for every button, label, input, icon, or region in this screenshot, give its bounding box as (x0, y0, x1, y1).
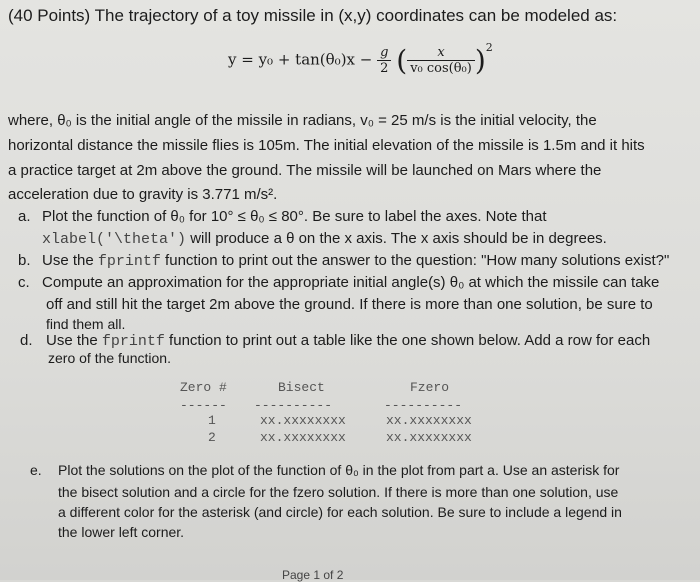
item-d-letter: d. (20, 332, 33, 349)
question-title: (40 Points) The trajectory of a toy missile in (x,y) coordinates can be modeled as: (8, 6, 618, 25)
table-row-1-bisect: xx.xxxxxxxx (260, 413, 346, 428)
item-a-letter: a. (18, 208, 31, 225)
fprintf-code-b: fprintf (97, 253, 161, 270)
trajectory-equation (228, 40, 493, 77)
table-row-2-zero: 2 (208, 430, 216, 445)
item-c-line-1: Compute an approximation for the appropriate initial angle(s) θ₀ at which the missile can take (42, 274, 660, 291)
table-row-1-zero: 1 (208, 413, 216, 428)
item-e-line-4: the lower left corner. (58, 524, 185, 540)
item-a-line-2-rest: will produce a θ on the x axis. The x axis should be in degrees. (186, 230, 607, 247)
item-d-line-2: zero of the function. (48, 350, 171, 366)
right-paren: ) (474, 44, 486, 77)
item-d-pre: Use the (46, 332, 102, 349)
item-d-line-1 (46, 332, 650, 350)
paragraph-line-3: a practice target at 2m above the ground. The missile will be launched on Mars where the (8, 162, 602, 179)
item-b-post: function to print out the answer to the question: "How many solutions exist?" (160, 252, 670, 269)
table-row-1-fzero: xx.xxxxxxxx (386, 413, 472, 428)
item-b-letter: b. (18, 252, 31, 269)
g-over-2-fraction (377, 45, 391, 76)
table-header-fzero: Fzero (410, 380, 450, 395)
paragraph-line-2: horizontal distance the missile flies is 105m. The initial elevation of the missile is 1.5m and it hits (8, 137, 645, 154)
squared-exponent: 2 (485, 40, 493, 54)
item-c-line-2: off and still hit the target 2m above the ground. If there is more than one solution, be sure to (46, 296, 653, 313)
equation-lhs: y = y₀ + tan(θ₀)x − (228, 50, 373, 69)
table-row-2-fzero: xx.xxxxxxxx (386, 430, 472, 445)
item-b-pre: Use the (42, 252, 98, 269)
item-e-line-2: the bisect solution and a circle for the fzero solution. If there is more than one solution, use (58, 484, 619, 500)
item-a-line-1: Plot the function of θ₀ for 10° ≤ θ₀ ≤ 80°. Be sure to label the axes. Note that (42, 208, 547, 225)
table-row-2-bisect: xx.xxxxxxxx (260, 430, 346, 445)
v-cos-denominator: v₀ cos(θ₀) (410, 61, 472, 76)
two-denominator: 2 (380, 61, 389, 76)
table-sep-1: ------ (180, 398, 227, 413)
paragraph-line-1: where, θ₀ is the initial angle of the missile in radians, v₀ = 25 m/s is the initial velocity, the (8, 112, 597, 129)
item-d-post: function to print out a table like the one shown below. Add a row for each (164, 332, 651, 349)
item-e-line-3: a different color for the asterisk (and circle) for each solution. Be sure to include a legend in (58, 504, 622, 520)
table-header-zero: Zero # (180, 380, 227, 395)
item-e-line-1: Plot the solutions on the plot of the function of θ₀ in the plot from part a. Use an asterisk for (58, 462, 620, 478)
item-c-letter: c. (18, 274, 30, 291)
fprintf-code-d: fprintf (101, 333, 165, 350)
item-a-line-2 (42, 230, 607, 248)
page-number: Page 1 of 2 (282, 568, 344, 582)
table-sep-2: ---------- (254, 398, 333, 413)
item-e-letter: e. (30, 462, 42, 478)
item-b-line (42, 252, 669, 270)
xlabel-code: xlabel('\theta') (42, 231, 187, 248)
x-numerator: x (407, 45, 475, 61)
g-numerator: g (377, 45, 391, 61)
table-header-bisect: Bisect (278, 380, 325, 395)
left-paren: ( (396, 44, 408, 77)
x-over-v-fraction (407, 45, 475, 76)
item-c-line-3: find them all. (46, 316, 126, 332)
paragraph-line-4: acceleration due to gravity is 3.771 m/s². (8, 186, 278, 203)
table-sep-3: ---------- (384, 398, 463, 413)
